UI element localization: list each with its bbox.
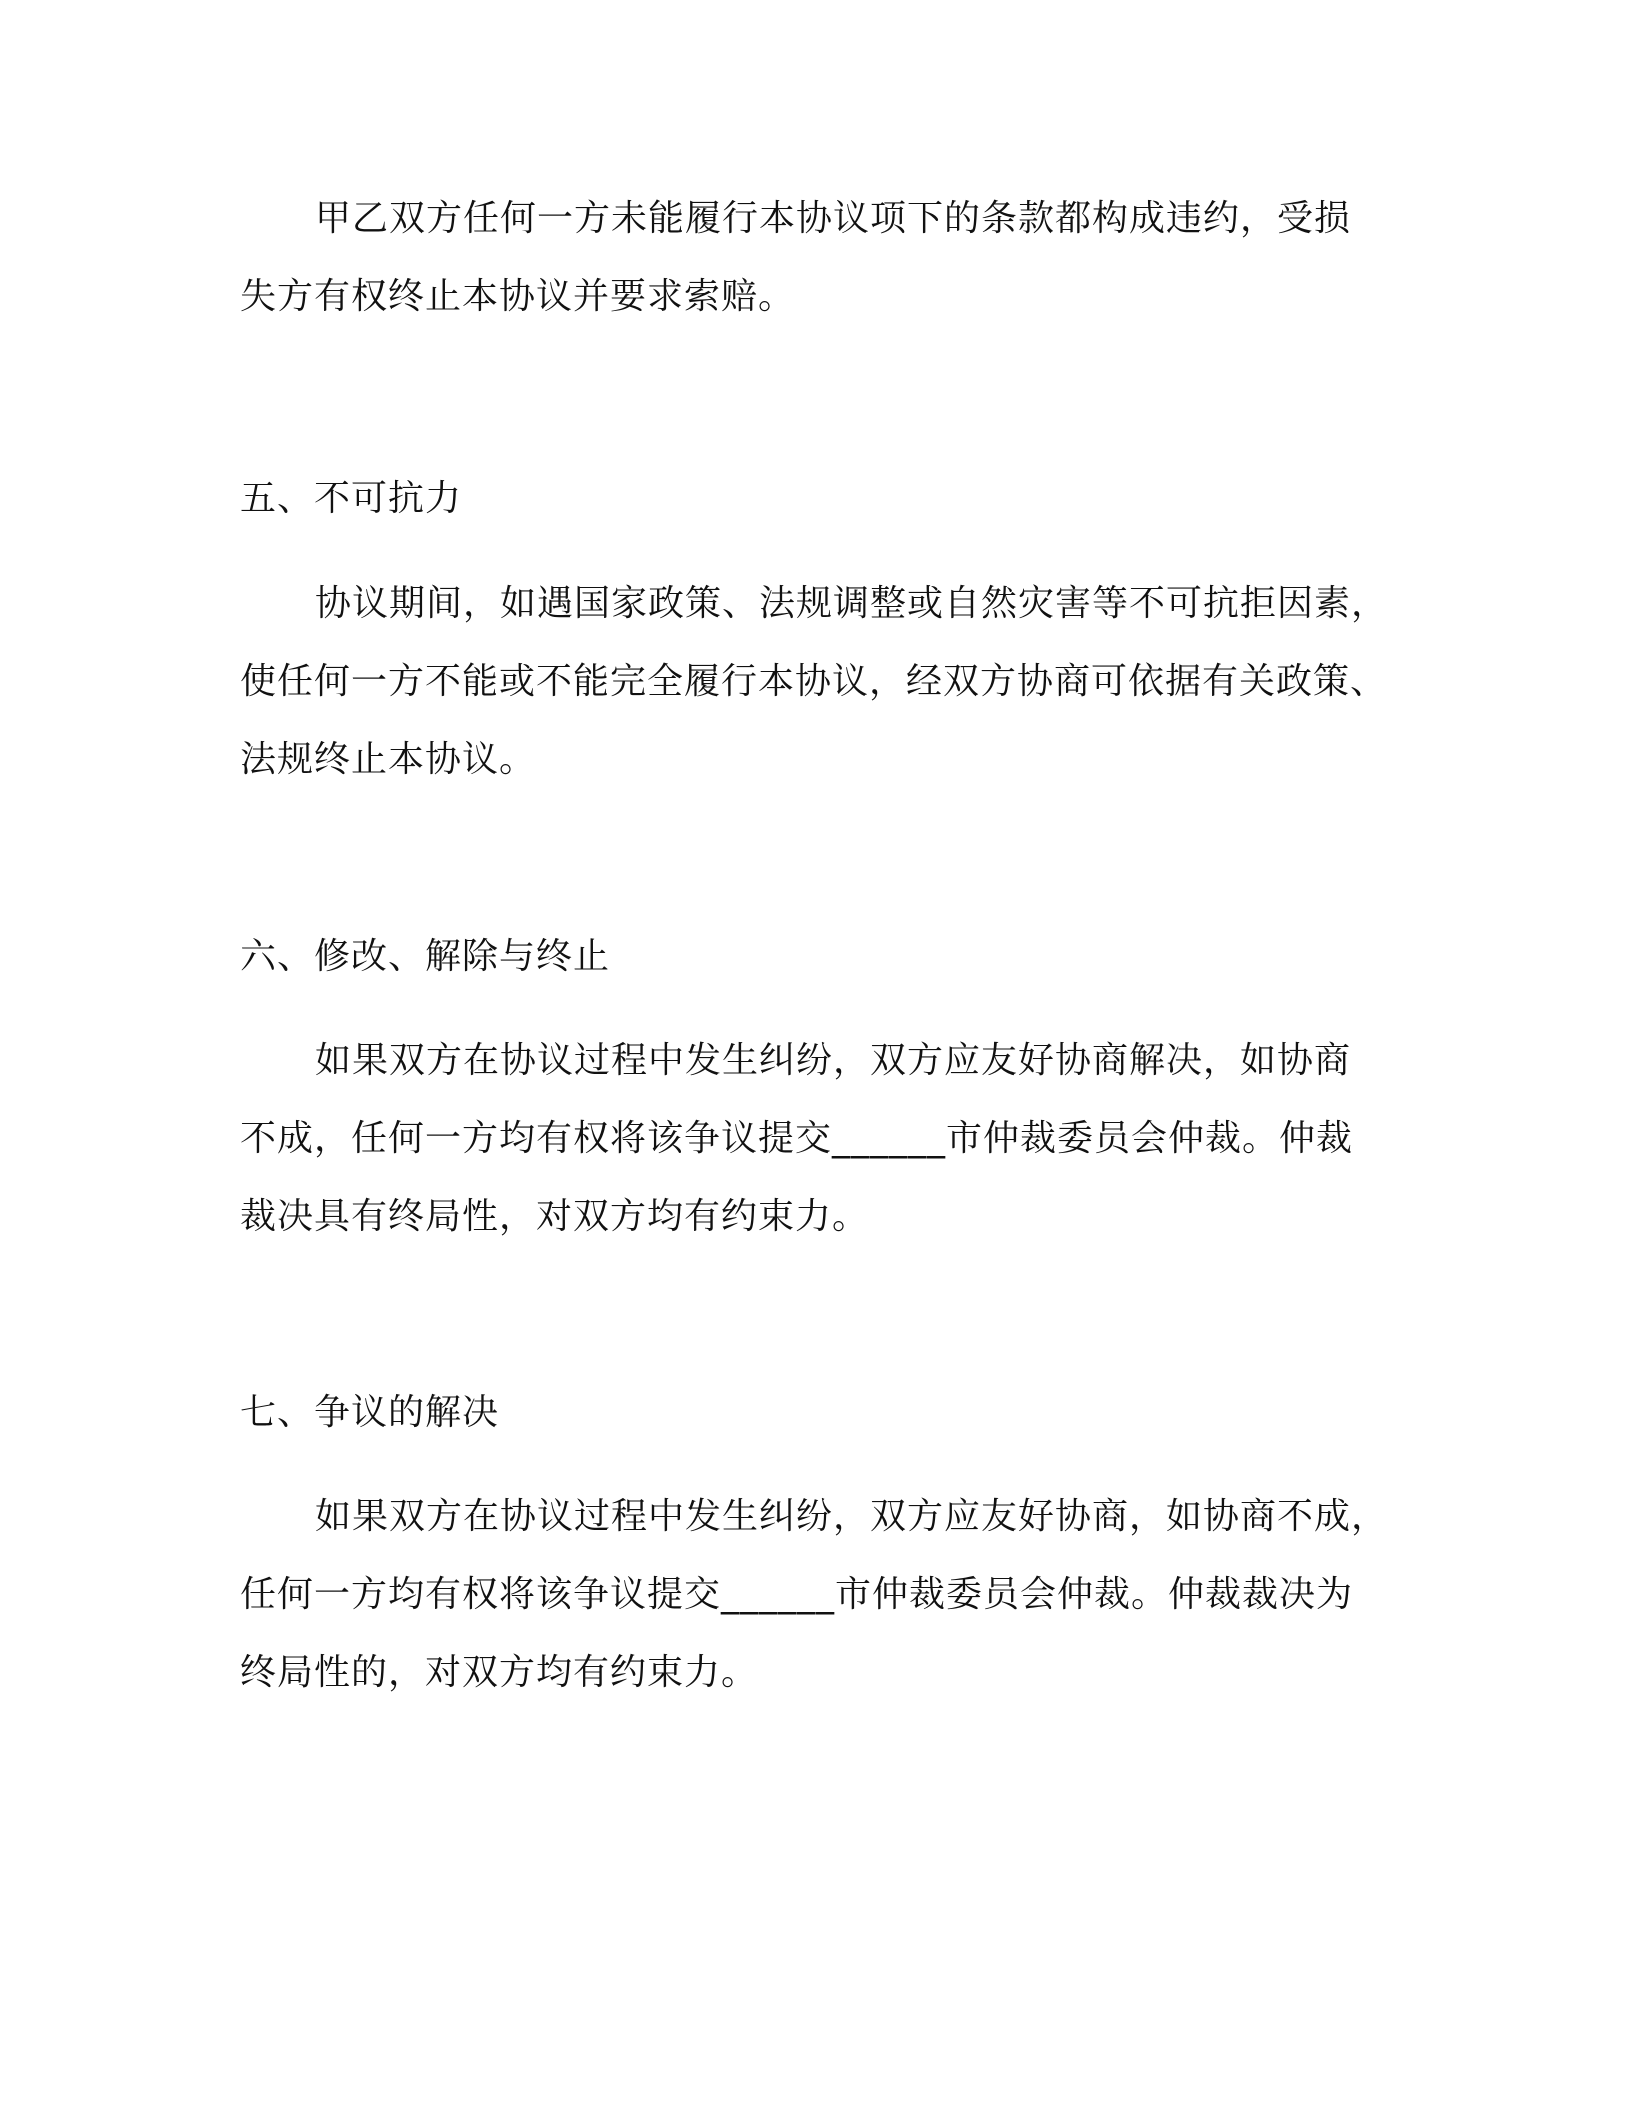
section-5-heading: 五、不可抗力 xyxy=(240,478,463,519)
section-6-heading: 六、修改、解除与终止 xyxy=(240,936,611,977)
breach-paragraph xyxy=(240,180,1390,336)
section-6-paragraph xyxy=(240,1022,1390,1256)
section-7-line-2: 任何一方均有权将该争议提交______市仲裁委员会仲裁。仲裁裁决为 xyxy=(240,1574,1354,1615)
section-7-line-1: 如果双方在协议过程中发生纠纷，双方应友好协商，如协商不成， xyxy=(315,1496,1389,1537)
section-6-line-1: 如果双方在协议过程中发生纠纷，双方应友好协商解决，如协商 xyxy=(315,1040,1352,1081)
section-5-line-1: 协议期间，如遇国家政策、法规调整或自然灾害等不可抗拒因素， xyxy=(315,583,1389,624)
section-6-line-2: 不成，任何一方均有权将该争议提交______市仲裁委员会仲裁。仲裁 xyxy=(240,1118,1354,1159)
section-7-heading: 七、争议的解决 xyxy=(240,1392,500,1433)
section-5-paragraph xyxy=(240,565,1390,799)
breach-line-2: 失方有权终止本协议并要求索赔。 xyxy=(240,276,796,317)
section-7-line-3: 终局性的，对双方均有约束力。 xyxy=(240,1652,759,1693)
section-5-line-2: 使任何一方不能或不能完全履行本协议，经双方协商可依据有关政策、 xyxy=(240,661,1388,702)
breach-line-1: 甲乙双方任何一方未能履行本协议项下的条款都构成违约，受损 xyxy=(315,198,1352,239)
section-7-paragraph xyxy=(240,1478,1390,1712)
section-5-line-3: 法规终止本协议。 xyxy=(240,739,537,780)
section-6-line-3: 裁决具有终局性，对双方均有约束力。 xyxy=(240,1196,870,1237)
